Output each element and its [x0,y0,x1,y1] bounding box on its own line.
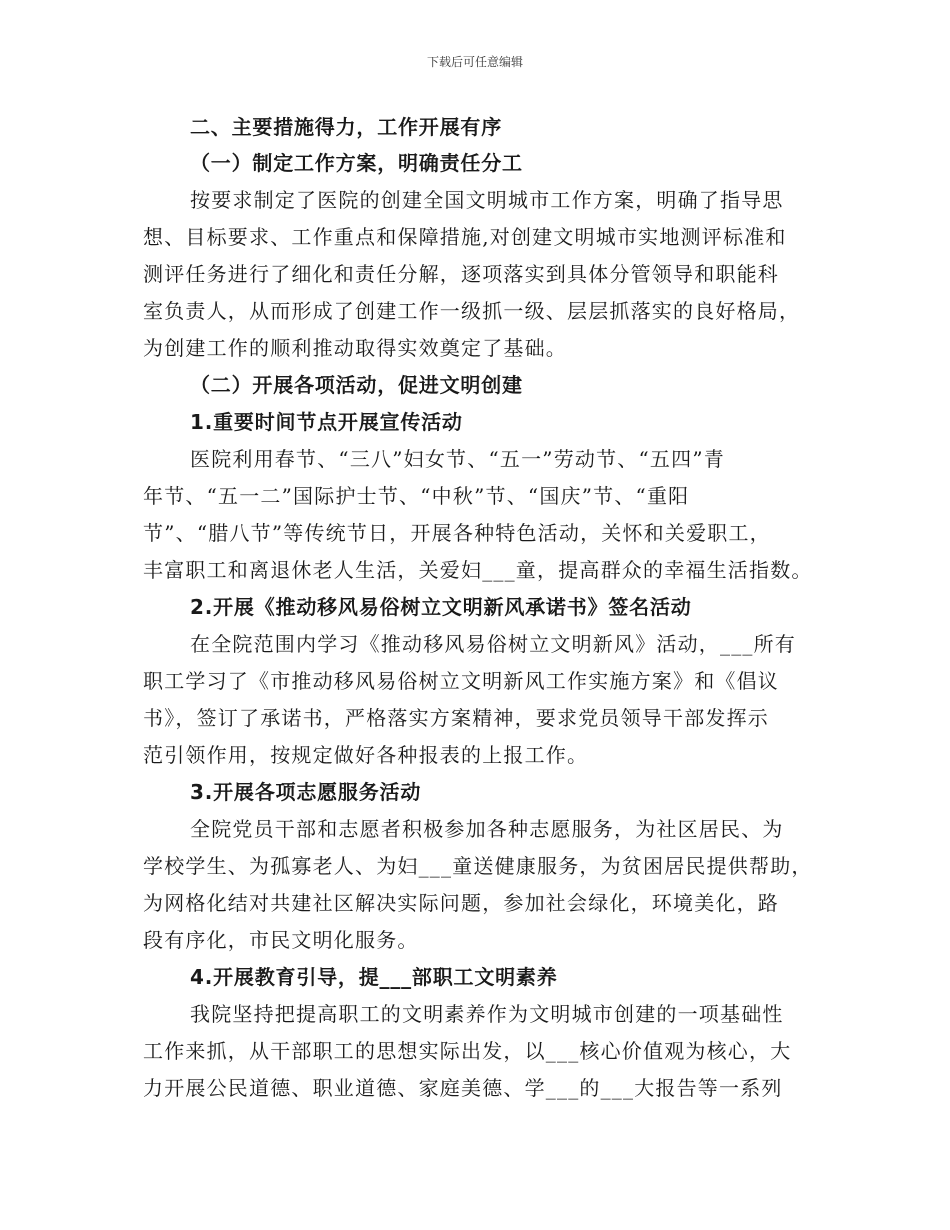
item-heading: 2.开展《推动移风易俗树立文明新风承诺书》签名活动 [190,595,692,619]
item-heading: 4.开展教育引导，提___部职工文明素养 [190,965,558,989]
paragraph-line: 段有序化，市民文明化服务。 [143,928,419,952]
paragraph-line: 按要求制定了医院的创建全国文明城市工作方案，明确了指导思 [190,188,784,212]
paragraph-line: 测评任务进行了细化和责任分解，逐项落实到具体分管领导和职能科 [143,262,779,286]
paragraph-line: 丰富职工和离退休老人生活，关爱妇___童，提高群众的幸福生活指数。 [143,558,813,582]
paragraph-line: 力开展公民道德、职业道德、家庭美德、学___的___大报告等一系列 [143,1076,783,1100]
paragraph-line: 全院党员干部和志愿者积极参加各种志愿服务，为社区居民、为 [190,817,784,841]
paragraph-line: 我院坚持把提高职工的文明素养作为文明城市创建的一项基础性 [190,1002,784,1026]
paragraph-line: 在全院范围内学习《推动移风易俗树立文明新风》活动，___所有 [190,632,796,656]
paragraph-line: 年节、“五一二”国际护士节、“中秋”节、“国庆”节、“重阳 [143,484,690,508]
paragraph-line: 学校学生、为孤寡老人、为妇___童送健康服务，为贫困居民提供帮助， [143,854,813,878]
header-note: 下载后可任意编辑 [426,55,523,69]
subsection-heading: （一）制定工作方案，明确责任分工 [190,151,523,175]
subsection-heading: （二）开展各项活动，促进文明创建 [190,373,523,397]
item-heading: 1.重要时间节点开展宣传活动 [190,410,463,434]
paragraph-line: 医院利用春节、“三八”妇女节、“五一”劳动节、“五四”青 [190,447,725,471]
item-heading: 3.开展各项志愿服务活动 [190,780,422,804]
paragraph-line: 为创建工作的顺利推动取得实效奠定了基础。 [143,336,567,360]
paragraph-line: 工作来抓，从干部职工的思想实际出发，以___核心价值观为核心，大 [143,1039,792,1063]
paragraph-line: 室负责人，从而形成了创建工作一级抓一级、层层抓落实的良好格局， [143,299,801,323]
paragraph-line: 书》，签订了承诺书，严格落实方案精神，要求党员领导干部发挥示 [143,706,769,730]
paragraph-line: 想、目标要求、工作重点和保障措施,对创建文明城市实地测评标准和 [143,225,787,249]
paragraph-line: 范引领作用，按规定做好各种报表的上报工作。 [143,743,589,767]
paragraph-line: 职工学习了《市推动移风易俗树立文明新风工作实施方案》和《倡议 [143,669,779,693]
paragraph-line: 节”、“腊八节”等传统节日，开展各种特色活动，关怀和关爱职工， [143,521,771,545]
section-heading: 二、主要措施得力，工作开展有序 [190,115,502,139]
paragraph-line: 为网格化结对共建社区解决实际问题，参加社会绿化，环境美化，路 [143,891,779,915]
